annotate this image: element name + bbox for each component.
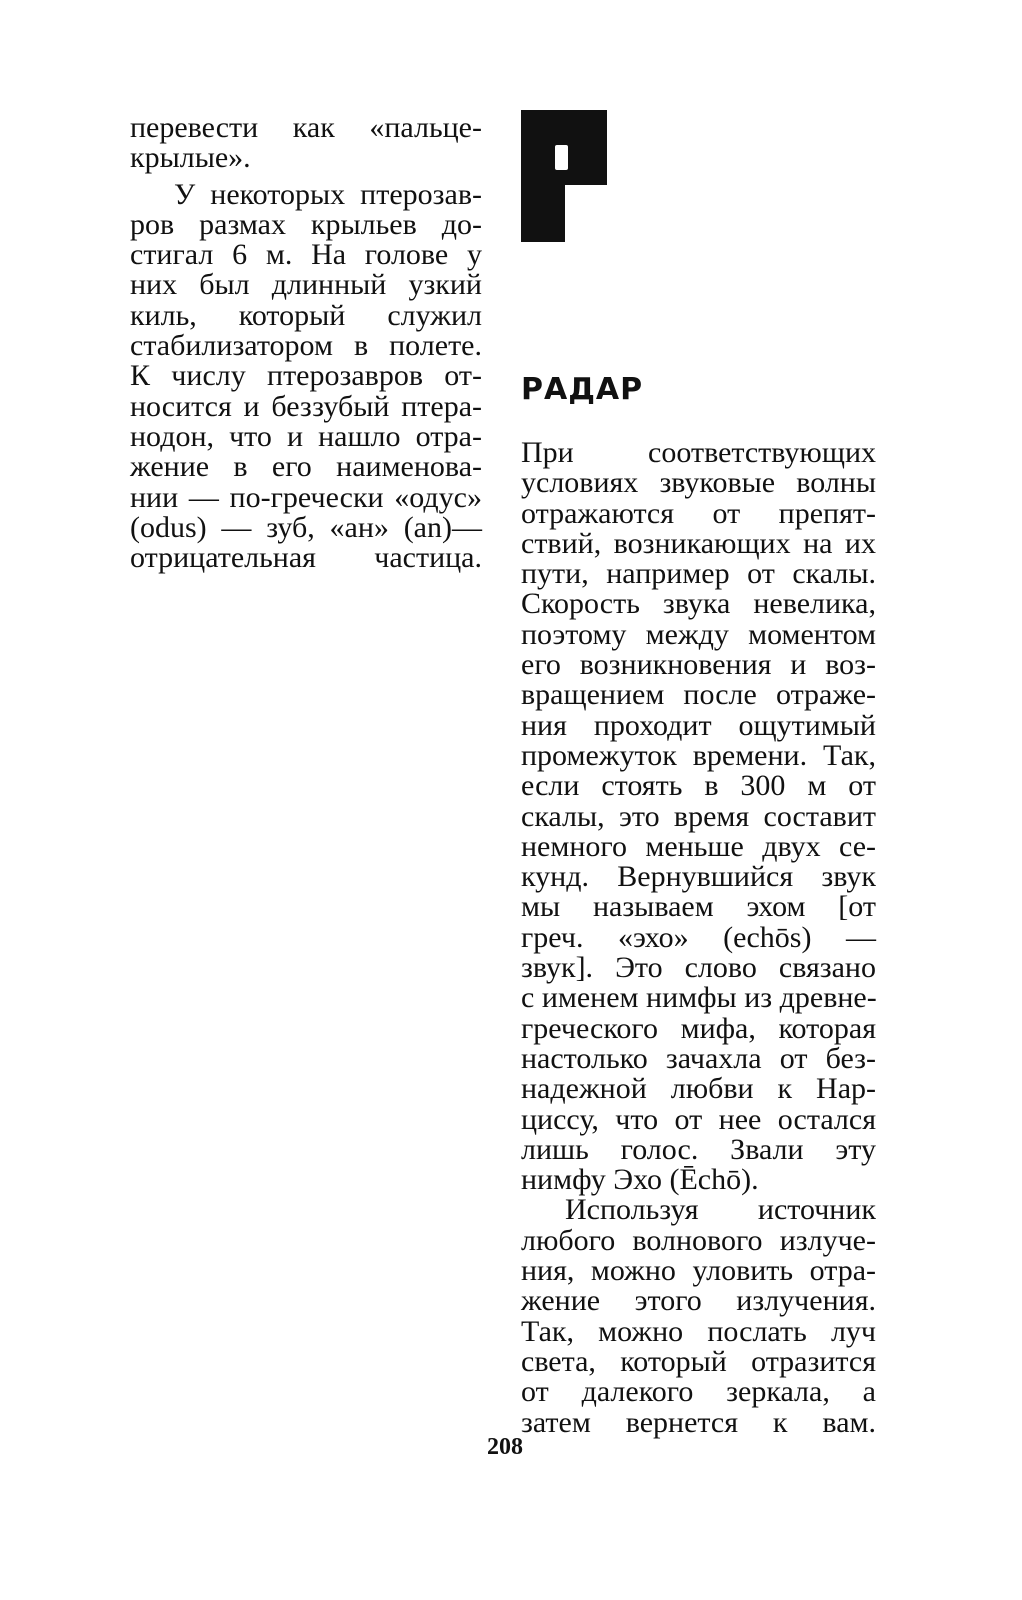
text-line: стабилизатором в полете. — [130, 329, 482, 363]
text-line: надежной любви к Нар- — [521, 1072, 876, 1106]
initial-letter-block — [521, 110, 607, 242]
text-line: нодон, что и нашло отра- — [130, 419, 482, 453]
text-line: кунд. Вернувшийся звук — [521, 860, 876, 894]
text-line: света, который отразится — [521, 1344, 876, 1378]
text-line: носится и беззубый птера- — [130, 389, 482, 423]
text-line: отражаются от препят- — [521, 496, 876, 530]
text-line: любого волнового излуче- — [521, 1223, 876, 1257]
text-line: них был длинный узкий — [130, 268, 482, 302]
text-line: киль, который служил — [130, 298, 482, 332]
text-line: нии — по-гречески «одус» — [130, 480, 482, 514]
text-line: жение в его наименова- — [130, 450, 482, 484]
text-line: затем вернется к вам. — [521, 1405, 876, 1439]
text-line: стигал 6 м. На голове у — [130, 238, 482, 272]
text-line: если стоять в 300 м от — [521, 769, 876, 803]
text-line: Так, можно послать луч — [521, 1314, 876, 1348]
text-line: ствий, возникающих на их — [521, 526, 876, 560]
text-line: с именем нимфы из древне- — [521, 981, 877, 1015]
text-line: крылые». — [130, 141, 251, 175]
text-line: ния проходит ощутимый — [521, 708, 876, 742]
text-line: мы называем эхом [от — [521, 890, 876, 924]
text-line: от далекого зеркала, а — [521, 1375, 876, 1409]
text-line: поэтому между моментом — [521, 617, 876, 651]
article-heading: РАДАР — [521, 372, 644, 407]
text-line: пути, например от скалы. — [521, 557, 876, 591]
text-line: греческого мифа, которая — [521, 1011, 876, 1045]
text-line: Скорость звука невелика, — [521, 587, 876, 621]
text-line: отрицательная частица. — [130, 541, 482, 575]
text-line: циссу, что от нее остался — [521, 1102, 876, 1136]
text-line: условиях звуковые волны — [521, 466, 876, 500]
text-line: промежуток времени. Так, — [521, 738, 876, 772]
text-line: немного меньше двух се- — [521, 829, 876, 863]
text-line: скалы, это время составит — [521, 799, 876, 833]
text-line: лишь голос. Звали эту — [521, 1132, 876, 1166]
text-line: Используя источник — [565, 1193, 876, 1227]
text-line: (odus) — зуб, «ан» (an)— — [130, 510, 482, 544]
left-column — [130, 113, 482, 573]
text-line: При соответствующих — [521, 436, 876, 469]
initial-letter-cutout — [565, 185, 607, 242]
text-line: нимфу Эхо (Ēchō). — [521, 1163, 759, 1197]
page-number: 208 — [487, 1434, 523, 1460]
right-column — [521, 438, 876, 1438]
text-line: его возникновения и воз- — [521, 648, 876, 682]
text-line: перевести как «пальце- — [130, 111, 482, 144]
initial-letter-counter — [555, 145, 568, 170]
text-line: настолько зачахла от без- — [521, 1041, 876, 1075]
text-line: У некоторых птерозав- — [174, 177, 482, 211]
text-line: К числу птерозавров от- — [130, 359, 482, 393]
text-line: ния, можно уловить отра- — [521, 1254, 876, 1288]
text-line: вращением после отраже- — [521, 678, 876, 712]
text-line: жение этого излучения. — [521, 1284, 876, 1318]
text-line: звук]. Это слово связано — [521, 951, 876, 985]
text-line: ров размах крыльев до- — [130, 207, 482, 241]
text-line: греч. «эхо» (echōs) — — [521, 920, 876, 954]
